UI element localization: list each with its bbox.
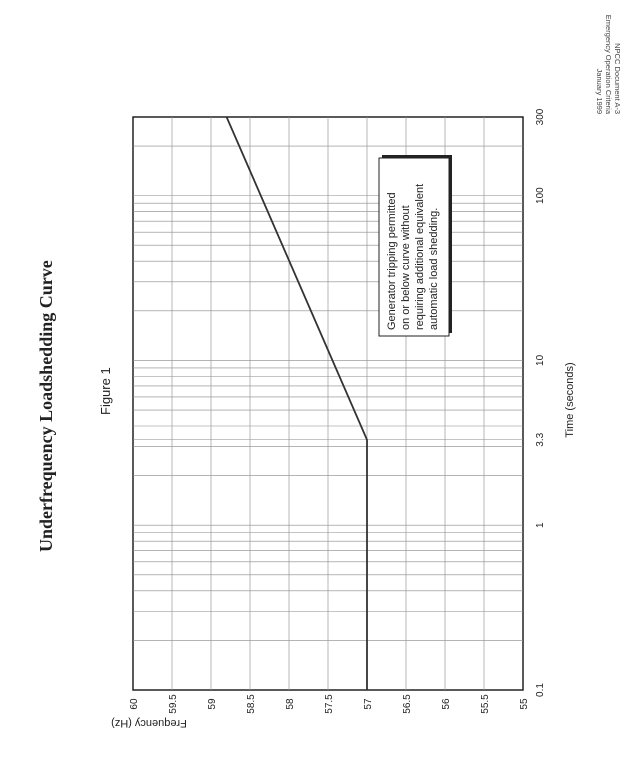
annotation-line: automatic load shedding. [428, 207, 440, 330]
x-tick-label: 300 [535, 108, 546, 126]
y-tick-label: 55 [519, 698, 530, 710]
x-tick-label: 0.1 [535, 683, 546, 697]
y-axis-label: Frequency (Hz) [111, 717, 187, 729]
header-doc-id: NPCC Document A-3 [613, 43, 622, 114]
y-tick-label: 59 [207, 698, 218, 710]
y-tick-label: 56 [441, 698, 452, 710]
x-tick-label: 1 [535, 522, 546, 528]
header-doc-title: Emergency Operation Criteria [604, 14, 613, 114]
header-doc-date: January 1999 [595, 68, 604, 114]
annotation-line: Generator tripping permitted [386, 192, 398, 330]
figure-label: Figure 1 [98, 367, 113, 415]
y-tick-label: 57 [363, 698, 374, 710]
x-tick-label: 100 [535, 187, 546, 204]
annotation-line: on or below curve without [400, 205, 412, 330]
y-tick-label: 55.5 [480, 694, 491, 714]
y-tick-label: 60 [129, 698, 140, 710]
y-tick-label: 58 [285, 698, 296, 710]
x-tick-label: 10 [535, 354, 546, 366]
annotation-line: requiring additional equivalent [414, 183, 426, 330]
y-tick-label: 59.5 [168, 694, 179, 714]
y-tick-label: 57.5 [324, 694, 335, 714]
chart-title: Underfrequency Loadshedding Curve [36, 260, 56, 552]
x-axis-label: Time (seconds) [564, 362, 576, 438]
x-tick-label: 3.3 [535, 432, 546, 447]
y-tick-label: 56.5 [402, 694, 413, 714]
y-tick-label: 58.5 [246, 694, 257, 714]
